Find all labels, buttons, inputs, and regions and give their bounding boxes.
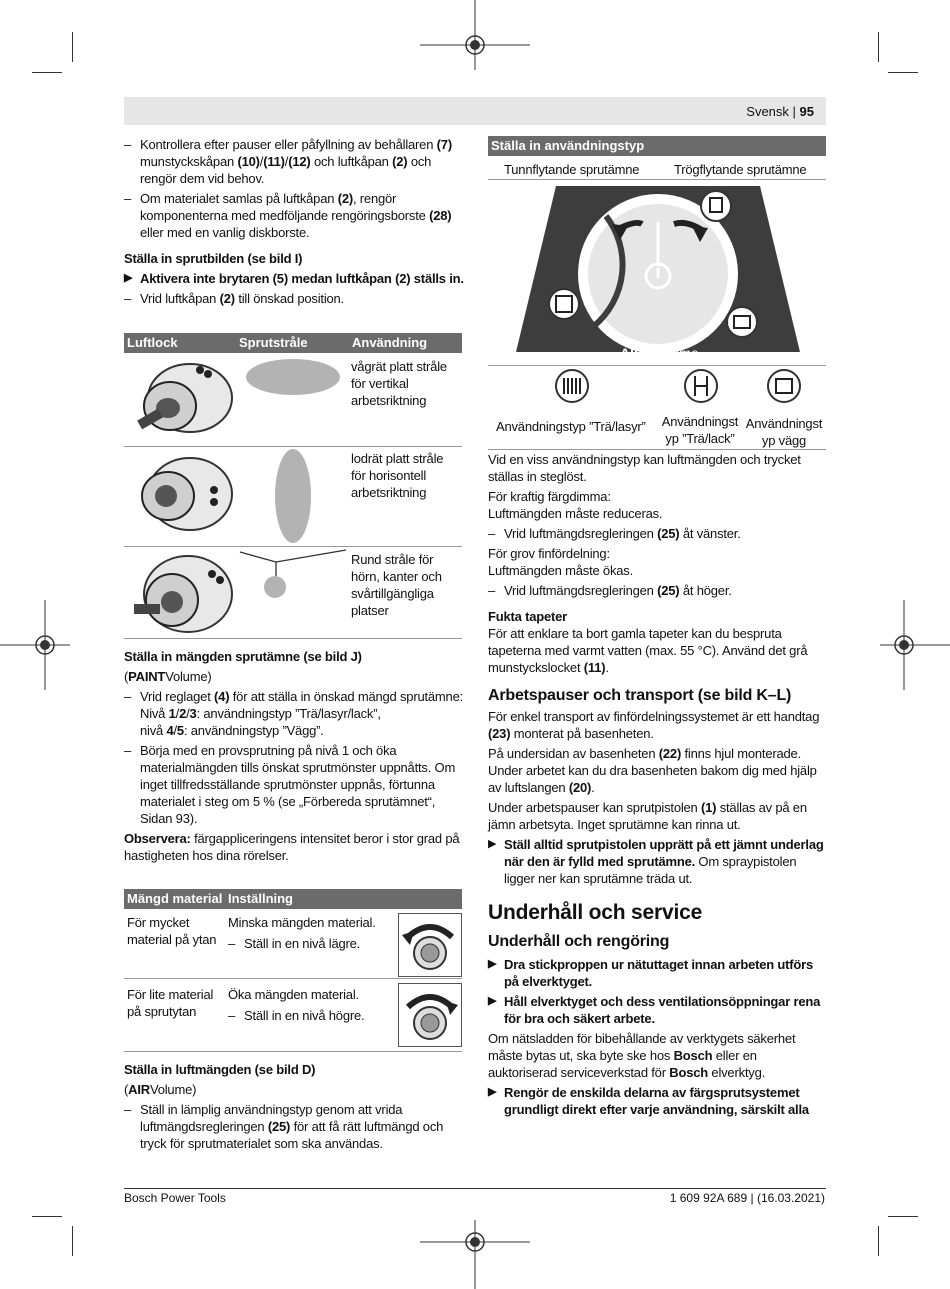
list-item: – Om materialet samlas på luftkåpan (2), rengör komponenterna med medföljande rengöringsborste (28) eller med en vanlig diskborste.	[124, 190, 464, 241]
registration-mark-bottom	[420, 1220, 530, 1289]
crop-mark	[888, 72, 918, 73]
paragraph: Luftmängden måste reduceras.	[488, 506, 663, 521]
table-cell: Minska mängden material. – Ställ in en nivå lägre.	[228, 914, 398, 952]
paragraph: För att enklare ta bort gamla tapeter kan du bespruta tapeterna med varmt vatten (max. 55 °C). Använd det grå munstyckslocket (11).	[488, 626, 808, 675]
warning-item: ▶ Dra stickproppen ur nätuttaget innan arbeten utförs på elverktyget.	[488, 956, 828, 990]
divider	[124, 1051, 462, 1052]
usage-type-label: Användningstyp ”Trä/lasyr”	[496, 419, 646, 434]
warning-item: ▶ Aktivera inte brytaren (5) medan luftkåpan (2) ställs in.	[124, 270, 464, 287]
footer-right: 1 609 92A 689 | (16.03.2021)	[669, 1191, 825, 1205]
air-cap-horizontal-image	[128, 356, 238, 444]
table-header: Luftlock Sprutstråle Användning	[124, 333, 462, 353]
page-number: 95	[799, 104, 814, 119]
right-column	[488, 451, 828, 1121]
warning-item: ▶ Rengör de enskilda delarna av färgsprutsystemet grundligt direkt efter varje användning, särskilt alla	[488, 1084, 828, 1118]
divider	[124, 446, 462, 447]
paragraph: För enkel transport av finfördelningssystemet är ett handtag (23) monterat på basenheten.	[488, 709, 820, 741]
warning-item: ▶ Ställ alltid sprutpistolen upprätt på ett jämnt underlag när den är fylld med sprutämne. Om spraypistolen ligger ner kan sprutämne träda ut.	[488, 836, 828, 887]
crop-mark	[878, 32, 879, 62]
divider	[488, 365, 826, 366]
round-spray-diagram	[238, 548, 348, 608]
paragraph: Luftmängden måste ökas.	[488, 563, 633, 578]
chapter-heading: Underhåll och service	[488, 901, 703, 924]
crop-mark	[32, 72, 62, 73]
crop-mark	[878, 1226, 879, 1256]
usage-type-label: Användningst yp vägg	[745, 416, 823, 448]
header-bar	[124, 97, 826, 125]
divider	[488, 449, 826, 450]
registration-mark-top	[420, 0, 530, 70]
dial-label: Volume	[652, 345, 699, 361]
warning-item: ▶ Håll elverktyget och dess ventilationsöppningar rena för bra och säkert arbete.	[488, 993, 828, 1027]
usage-table-subheader: Tunnflytande sprutämne Trögflytande sprutämne	[488, 161, 826, 180]
knob-increase-image	[398, 983, 462, 1047]
paragraph: På undersidan av basenheten (22) finns hjul monterade. Under arbetet kan du dra basenheten bakom dig med hjälp av luftslangen (20).	[488, 746, 817, 795]
list-item: – Ställ in lämplig användningstyp genom att vrida luftmängdsregleringen (25) för att få rätt luftmängd och tryck för sprutmaterialet som ska användas.	[124, 1101, 464, 1152]
crop-mark	[888, 1216, 918, 1217]
radiator-icon	[554, 368, 590, 404]
mode-label: (AIRVolume)	[124, 1082, 197, 1097]
paragraph: För grov finfördelning:	[488, 546, 610, 561]
divider	[124, 638, 462, 639]
divider	[124, 978, 462, 979]
paragraph: Under arbetspauser kan sprutpistolen (1) ställas av på en jämn arbetsyta. Inget sprutämne kan rinna ut.	[488, 800, 807, 832]
language-label: Svensk	[746, 104, 789, 119]
section-heading: Fukta tapeter	[488, 609, 568, 624]
table-cell: Öka mängden material. – Ställ in en nivå högre.	[228, 986, 398, 1024]
vertical-flat-spray-shape	[275, 449, 311, 543]
list-item: – Vrid reglaget (4) för att ställa in önskad mängd sprutämne: Nivå 1/2/3: användningstyp ”Trä/lasyr/lack”, nivå 4/5: användningstyp ”Vägg”.	[124, 688, 464, 739]
divider	[124, 546, 462, 547]
table-header: Mängd material Inställning	[124, 889, 462, 909]
usage-table-title: Ställa in användningstyp	[488, 136, 826, 156]
list-item: – Vrid luftmängdsregleringen (25) åt höger.	[488, 582, 828, 599]
table-cell: Rund stråle för hörn, kanter och svårtillgängliga platser	[351, 552, 442, 618]
crop-mark	[72, 1226, 73, 1256]
air-volume-dial-diagram	[516, 186, 800, 362]
note: Observera: färgappliceringens intensitet beror i stor grad på hastigheten hos dina rörelser.	[124, 831, 460, 863]
section-heading: Ställa in luftmängden (se bild D)	[124, 1062, 316, 1077]
footer-rule	[124, 1188, 826, 1189]
air-cap-vertical-image	[128, 450, 238, 540]
paragraph: Vid en viss användningstyp kan luftmängden och trycket ställas in steglöst.	[488, 452, 801, 484]
left-column	[124, 136, 464, 310]
mode-label: (PAINTVolume)	[124, 669, 212, 684]
usage-type-label: Användningst yp ”Trä/lack”	[661, 414, 739, 446]
table-cell: lodrät platt stråle för horisontell arbetsriktning	[351, 451, 444, 500]
list-item: – Vrid luftkåpan (2) till önskad position.	[124, 290, 464, 307]
paragraph: Om nätsladden för bibehållande av verktygets säkerhet måste bytas ut, ska byte ske hos Bosch eller en auktoriserad serviceverkstad för Bosch elverktyg.	[488, 1031, 796, 1080]
section-heading: Arbetspauser och transport (se bild K–L)	[488, 687, 792, 704]
footer-left: Bosch Power Tools	[124, 1191, 226, 1205]
page-header: Svensk | 95	[746, 104, 814, 119]
air-section	[124, 1061, 464, 1155]
knob-decrease-image	[398, 913, 462, 977]
registration-mark-right	[880, 600, 950, 690]
crop-mark	[72, 32, 73, 62]
registration-mark-left	[0, 600, 70, 690]
table-cell: vågrät platt stråle för vertikal arbetsriktning	[351, 359, 447, 408]
paragraph: För kraftig färgdimma:	[488, 489, 611, 504]
air-cap-round-image	[128, 550, 238, 640]
section-heading: Ställa in mängden sprutämne (se bild J)	[124, 649, 362, 664]
list-item: – Börja med en provsprutning på nivå 1 och öka materialmängden tills önskat sprutmönster uppnåtts. Om inget tillfredsställande sprutmönster uppnås, förtunna materialet i steg om 5 % (se „Förbereda sprutämnet“, Sidan 93).	[124, 742, 464, 827]
section-heading: Underhåll och rengöring	[488, 933, 670, 950]
table-cell: För mycket material på ytan	[127, 915, 217, 947]
list-item: – Vrid luftmängdsregleringen (25) åt vänster.	[488, 525, 828, 542]
amount-section	[124, 648, 464, 867]
section-heading: Ställa in sprutbilden (se bild I)	[124, 251, 303, 266]
crop-mark	[32, 1216, 62, 1217]
dial-label-bold: AIR	[620, 345, 645, 361]
list-item: – Kontrollera efter pauser eller påfyllning av behållaren (7) munstyckskåpan (10)/(11)/(12) och luftkåpan (2) och rengör dem vid behov.	[124, 136, 464, 187]
table-cell: För lite material på sprutytan	[127, 987, 214, 1019]
wall-icon	[766, 368, 802, 404]
chair-icon	[683, 368, 719, 404]
horizontal-flat-spray-shape	[246, 359, 340, 395]
